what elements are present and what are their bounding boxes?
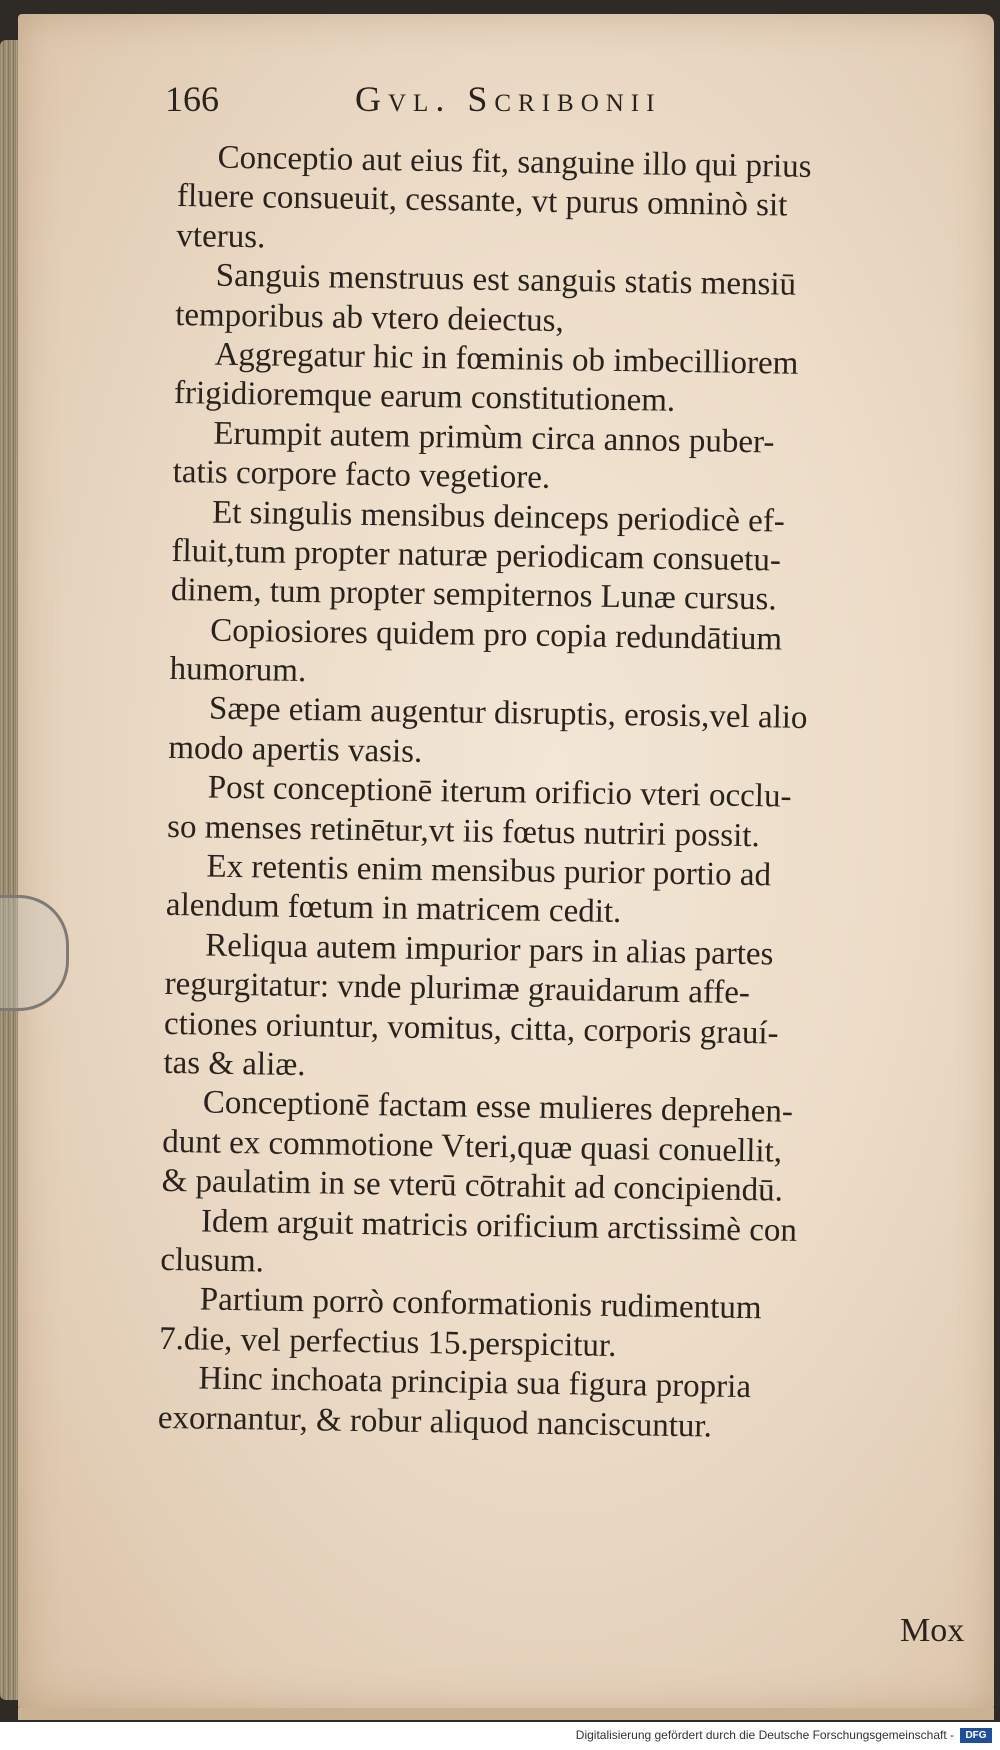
text-line: humorum. — [169, 651, 307, 690]
text-line: Idem arguit matricis orificium arctissimè con — [200, 1203, 798, 1249]
text-line: Et singulis mensibus deinceps periodicè ef- — [211, 494, 786, 540]
text-line: frigidioremque earum constitutionem. — [173, 375, 676, 420]
text-line: fluere consueuit, cessante, vt purus omninò sit — [176, 178, 788, 224]
page-bottom-edge — [18, 1708, 994, 1720]
text-line: dunt ex commotione Vteri,quæ quasi conuellit, — [161, 1123, 783, 1170]
text-line: Ex retentis enim mensibus purior portio ad — [206, 848, 772, 894]
text-line: Aggregatur hic in fœminis ob imbecilliorem — [214, 336, 799, 382]
text-line: Reliqua autem impurior pars in alias partes — [205, 927, 774, 973]
text-line: Sæpe etiam augentur disruptis, erosis,vel alio — [208, 691, 808, 737]
running-head: Gvl. Scribonii — [355, 79, 662, 119]
text-line: Erumpit autem primùm circa annos puber- — [213, 415, 775, 461]
catchword: Mox — [900, 1612, 965, 1649]
text-line: Hinc inchoata principia sua figura propria — [198, 1360, 752, 1406]
text-line: alendum fœtum in matricem cedit. — [165, 887, 622, 931]
text-line: ctiones oriuntur, vomitus, citta, corporis grauí- — [163, 1005, 779, 1052]
dfg-logo: DFG — [960, 1728, 992, 1743]
text-line: vterus. — [176, 217, 266, 256]
text-line: tatis corpore facto vegetiore. — [172, 454, 551, 497]
text-line: 7.die, vel perfectius 15.perspicitur. — [158, 1320, 617, 1364]
text-line: temporibus ab vtero deiectus, — [174, 296, 565, 339]
body-text — [158, 138, 968, 1450]
text-line: Partium porrò conformationis rudimentum — [199, 1281, 762, 1327]
text-line: modo apertis vasis. — [168, 729, 423, 770]
page-header — [165, 78, 805, 128]
text-line: dinem, tum propter sempiternos Lunæ cursus. — [170, 572, 777, 618]
text-line: tas & aliæ. — [163, 1044, 306, 1084]
text-line: & paulatim in se vterū cōtrahit ad concipiendū. — [161, 1163, 784, 1209]
text-line: Copiosiores quidem pro copia redundātium — [209, 612, 783, 658]
text-line: Conceptio aut eius fit, sanguine illo qui prius — [217, 139, 812, 185]
text-line: Post conceptionē iterum orificio vteri occlu- — [207, 769, 792, 815]
page-number: 166 — [165, 79, 219, 119]
footer-bar — [0, 1722, 1000, 1750]
text-line: so menses retinētur,vt iis fœtus nutriri possit. — [166, 808, 761, 854]
funding-credit: Digitalisierung gefördert durch die Deutsche Forschungsgemeinschaft - — [575, 1728, 954, 1742]
text-line: Sanguis menstruus est sanguis statis mensiū — [215, 257, 797, 303]
text-line: regurgitatur: vnde plurimæ grauidarum affe- — [164, 966, 751, 1012]
text-line: Conceptionē factam esse mulieres deprehen- — [202, 1084, 794, 1131]
text-line: fluit,tum propter naturæ periodicam consuetu- — [171, 532, 782, 579]
text-line: exornantur, & robur aliquod nanciscuntur. — [157, 1399, 713, 1445]
text-line: clusum. — [160, 1241, 265, 1280]
